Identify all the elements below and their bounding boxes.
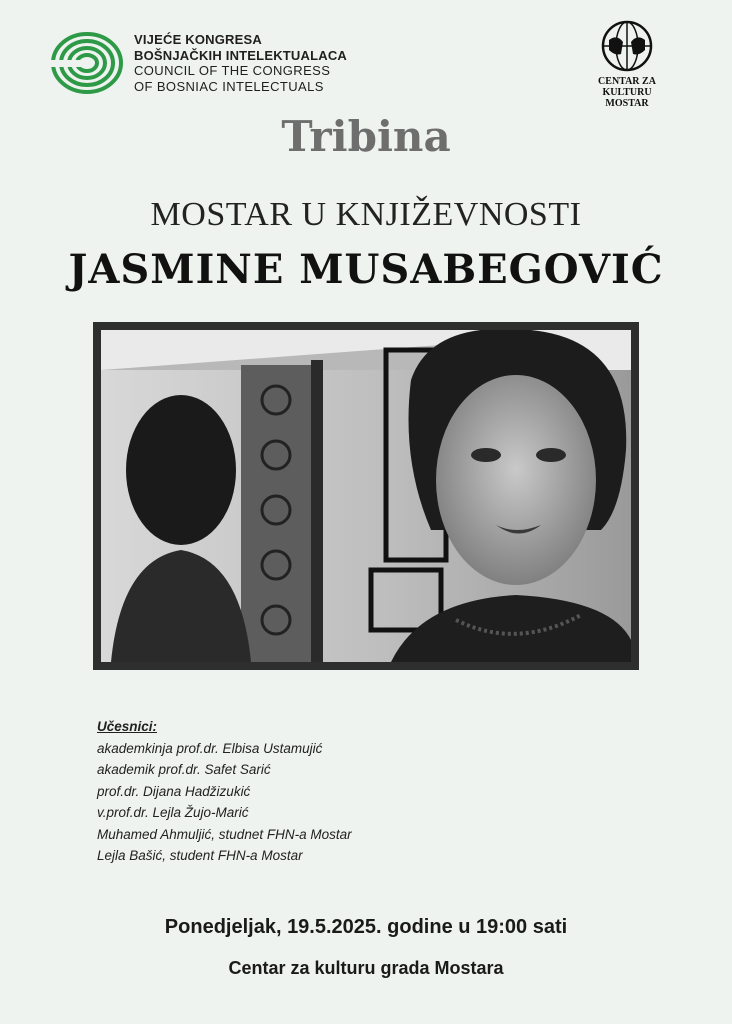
org-line: VIJEĆE KONGRESA <box>134 32 262 47</box>
participant-item: Muhamed Ahmuljić, studnet FHN-a Mostar <box>97 826 352 842</box>
congress-name <box>134 32 347 94</box>
culture-center-logo <box>582 20 672 110</box>
event-datetime: Ponedjeljak, 19.5.2025. godine u 19:00 sati <box>164 916 568 938</box>
congress-logo <box>50 30 350 96</box>
participant-item: akademik prof.dr. Safet Sarić <box>97 762 271 777</box>
spiral-logo-icon <box>50 30 124 96</box>
event-venue: Centar za kulturu grada Mostara <box>228 958 504 978</box>
participants-list <box>97 716 517 867</box>
org-line: COUNCIL OF THE CONGRESS <box>134 63 331 78</box>
participant-item: v.prof.dr. Lejla Žujo-Marić <box>97 805 249 820</box>
org-line: BOŠNJAČKIH INTELEKTUALACA <box>134 47 347 63</box>
portrait-image <box>101 330 631 662</box>
participant-item: akademkinja prof.dr. Elbisa Ustamujić <box>97 740 323 756</box>
portrait-photo <box>93 322 639 670</box>
center-city-line: MOSTAR <box>605 98 649 109</box>
org-line: OF BOSNIAC INTELECTUALS <box>134 78 324 94</box>
event-type: Tribina <box>281 112 451 161</box>
event-title: MOSTAR U KNJIŽEVNOSTI <box>150 196 582 233</box>
center-name-line: CENTAR ZA KULTURU <box>598 76 656 98</box>
participant-item: Lejla Bašić, student FHN-a Mostar <box>97 848 303 863</box>
event-subject: JASMINE MUSABEGOVIĆ <box>68 246 664 293</box>
participant-item: prof.dr. Dijana Hadžizukić <box>97 783 251 799</box>
globe-emblem-icon <box>601 20 653 72</box>
participants-heading: Učesnici: <box>97 719 158 734</box>
